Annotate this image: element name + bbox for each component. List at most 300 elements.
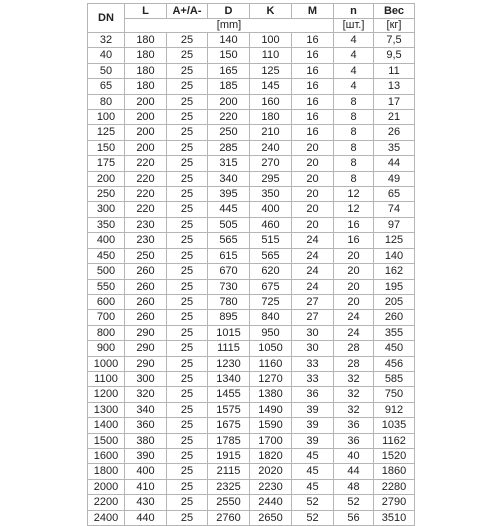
cell-n: 8 bbox=[334, 125, 374, 140]
cell-n: 4 bbox=[334, 63, 374, 78]
cell-n: 36 bbox=[334, 418, 374, 433]
cell-weight: 3510 bbox=[374, 510, 415, 525]
cell-k: 400 bbox=[250, 202, 292, 217]
cell-d: 1015 bbox=[208, 325, 250, 340]
cell-a: 25 bbox=[167, 94, 208, 109]
table-row bbox=[88, 448, 415, 463]
cell-n: 36 bbox=[334, 433, 374, 448]
cell-m: 30 bbox=[292, 325, 334, 340]
cell-l: 230 bbox=[125, 217, 167, 232]
cell-dn: 250 bbox=[88, 187, 125, 202]
cell-dn: 200 bbox=[88, 171, 125, 186]
cell-n: 4 bbox=[334, 48, 374, 63]
cell-n: 20 bbox=[334, 279, 374, 294]
cell-a: 25 bbox=[167, 264, 208, 279]
cell-dn: 32 bbox=[88, 33, 125, 48]
table-row bbox=[88, 125, 415, 140]
cell-l: 220 bbox=[125, 187, 167, 202]
table-body bbox=[88, 33, 415, 526]
cell-m: 33 bbox=[292, 356, 334, 371]
cell-d: 285 bbox=[208, 140, 250, 155]
cell-l: 410 bbox=[125, 479, 167, 494]
cell-n: 8 bbox=[334, 110, 374, 125]
cell-n: 8 bbox=[334, 171, 374, 186]
cell-weight: 9,5 bbox=[374, 48, 415, 63]
cell-dn: 550 bbox=[88, 279, 125, 294]
cell-l: 390 bbox=[125, 448, 167, 463]
cell-n: 16 bbox=[334, 217, 374, 232]
cell-l: 260 bbox=[125, 264, 167, 279]
cell-d: 1675 bbox=[208, 418, 250, 433]
cell-dn: 80 bbox=[88, 94, 125, 109]
cell-d: 505 bbox=[208, 217, 250, 232]
header-a: A+/A- bbox=[167, 4, 208, 19]
cell-m: 16 bbox=[292, 125, 334, 140]
cell-l: 180 bbox=[125, 48, 167, 63]
cell-k: 1490 bbox=[250, 402, 292, 417]
table-row bbox=[88, 33, 415, 48]
cell-l: 260 bbox=[125, 279, 167, 294]
cell-a: 25 bbox=[167, 510, 208, 525]
cell-k: 725 bbox=[250, 294, 292, 309]
cell-m: 24 bbox=[292, 248, 334, 263]
cell-m: 16 bbox=[292, 110, 334, 125]
cell-dn: 1400 bbox=[88, 418, 125, 433]
table-row bbox=[88, 171, 415, 186]
cell-m: 27 bbox=[292, 294, 334, 309]
cell-n: 24 bbox=[334, 310, 374, 325]
cell-a: 25 bbox=[167, 233, 208, 248]
cell-weight: 7,5 bbox=[374, 33, 415, 48]
table-row bbox=[88, 217, 415, 232]
cell-dn: 1100 bbox=[88, 371, 125, 386]
flange-spec-table-container bbox=[87, 3, 414, 526]
cell-k: 565 bbox=[250, 248, 292, 263]
cell-weight: 44 bbox=[374, 156, 415, 171]
cell-weight: 195 bbox=[374, 279, 415, 294]
cell-l: 220 bbox=[125, 202, 167, 217]
cell-m: 45 bbox=[292, 464, 334, 479]
cell-k: 460 bbox=[250, 217, 292, 232]
cell-k: 1270 bbox=[250, 371, 292, 386]
cell-dn: 2200 bbox=[88, 495, 125, 510]
cell-weight: 1520 bbox=[374, 448, 415, 463]
cell-n: 24 bbox=[334, 325, 374, 340]
cell-l: 260 bbox=[125, 310, 167, 325]
cell-weight: 13 bbox=[374, 79, 415, 94]
cell-dn: 150 bbox=[88, 140, 125, 155]
cell-k: 515 bbox=[250, 233, 292, 248]
cell-l: 290 bbox=[125, 341, 167, 356]
cell-k: 295 bbox=[250, 171, 292, 186]
cell-m: 20 bbox=[292, 156, 334, 171]
cell-weight: 65 bbox=[374, 187, 415, 202]
cell-a: 25 bbox=[167, 279, 208, 294]
cell-l: 180 bbox=[125, 33, 167, 48]
cell-l: 320 bbox=[125, 387, 167, 402]
cell-d: 220 bbox=[208, 110, 250, 125]
cell-m: 24 bbox=[292, 233, 334, 248]
cell-dn: 350 bbox=[88, 217, 125, 232]
cell-a: 25 bbox=[167, 171, 208, 186]
cell-l: 430 bbox=[125, 495, 167, 510]
cell-k: 2650 bbox=[250, 510, 292, 525]
cell-a: 25 bbox=[167, 371, 208, 386]
cell-m: 24 bbox=[292, 264, 334, 279]
cell-k: 240 bbox=[250, 140, 292, 155]
cell-weight: 260 bbox=[374, 310, 415, 325]
cell-weight: 1860 bbox=[374, 464, 415, 479]
table-row bbox=[88, 140, 415, 155]
cell-m: 20 bbox=[292, 140, 334, 155]
table-row bbox=[88, 110, 415, 125]
table-row bbox=[88, 202, 415, 217]
cell-weight: 49 bbox=[374, 171, 415, 186]
cell-k: 840 bbox=[250, 310, 292, 325]
header-d: D bbox=[208, 4, 250, 19]
cell-d: 1575 bbox=[208, 402, 250, 417]
table-row bbox=[88, 233, 415, 248]
table-row bbox=[88, 418, 415, 433]
cell-m: 20 bbox=[292, 171, 334, 186]
cell-weight: 21 bbox=[374, 110, 415, 125]
cell-d: 2550 bbox=[208, 495, 250, 510]
cell-l: 230 bbox=[125, 233, 167, 248]
cell-a: 25 bbox=[167, 125, 208, 140]
table-row bbox=[88, 495, 415, 510]
cell-n: 12 bbox=[334, 202, 374, 217]
cell-l: 290 bbox=[125, 325, 167, 340]
cell-d: 1455 bbox=[208, 387, 250, 402]
cell-l: 200 bbox=[125, 94, 167, 109]
header-k: K bbox=[250, 4, 292, 19]
cell-d: 730 bbox=[208, 279, 250, 294]
cell-a: 25 bbox=[167, 495, 208, 510]
table-row bbox=[88, 356, 415, 371]
cell-a: 25 bbox=[167, 310, 208, 325]
cell-dn: 40 bbox=[88, 48, 125, 63]
cell-dn: 2400 bbox=[88, 510, 125, 525]
table-row bbox=[88, 387, 415, 402]
cell-dn: 1200 bbox=[88, 387, 125, 402]
cell-m: 16 bbox=[292, 48, 334, 63]
header-dn: DN bbox=[88, 4, 125, 33]
table-row bbox=[88, 264, 415, 279]
cell-weight: 11 bbox=[374, 63, 415, 78]
cell-n: 4 bbox=[334, 33, 374, 48]
cell-a: 25 bbox=[167, 387, 208, 402]
table-row bbox=[88, 310, 415, 325]
cell-d: 2115 bbox=[208, 464, 250, 479]
cell-m: 16 bbox=[292, 63, 334, 78]
cell-d: 1115 bbox=[208, 341, 250, 356]
unit-count: [шт.] bbox=[334, 19, 374, 33]
cell-weight: 2280 bbox=[374, 479, 415, 494]
cell-a: 25 bbox=[167, 156, 208, 171]
cell-weight: 35 bbox=[374, 140, 415, 155]
cell-m: 16 bbox=[292, 94, 334, 109]
cell-k: 675 bbox=[250, 279, 292, 294]
cell-a: 25 bbox=[167, 48, 208, 63]
cell-d: 895 bbox=[208, 310, 250, 325]
cell-n: 48 bbox=[334, 479, 374, 494]
cell-n: 28 bbox=[334, 356, 374, 371]
header-n: n bbox=[334, 4, 374, 19]
table-row bbox=[88, 464, 415, 479]
cell-l: 220 bbox=[125, 156, 167, 171]
cell-dn: 175 bbox=[88, 156, 125, 171]
cell-k: 145 bbox=[250, 79, 292, 94]
cell-dn: 800 bbox=[88, 325, 125, 340]
unit-weight: [кг] bbox=[374, 19, 415, 33]
cell-d: 340 bbox=[208, 171, 250, 186]
cell-dn: 65 bbox=[88, 79, 125, 94]
cell-dn: 1500 bbox=[88, 433, 125, 448]
cell-a: 25 bbox=[167, 418, 208, 433]
cell-n: 28 bbox=[334, 341, 374, 356]
cell-a: 25 bbox=[167, 433, 208, 448]
cell-dn: 400 bbox=[88, 233, 125, 248]
cell-m: 20 bbox=[292, 217, 334, 232]
cell-n: 52 bbox=[334, 495, 374, 510]
cell-weight: 456 bbox=[374, 356, 415, 371]
cell-dn: 700 bbox=[88, 310, 125, 325]
cell-weight: 2790 bbox=[374, 495, 415, 510]
cell-n: 32 bbox=[334, 371, 374, 386]
cell-m: 39 bbox=[292, 418, 334, 433]
table-row bbox=[88, 433, 415, 448]
cell-dn: 1000 bbox=[88, 356, 125, 371]
cell-n: 32 bbox=[334, 402, 374, 417]
cell-dn: 100 bbox=[88, 110, 125, 125]
cell-m: 45 bbox=[292, 479, 334, 494]
cell-k: 110 bbox=[250, 48, 292, 63]
cell-m: 45 bbox=[292, 448, 334, 463]
cell-m: 30 bbox=[292, 341, 334, 356]
cell-dn: 2000 bbox=[88, 479, 125, 494]
cell-m: 20 bbox=[292, 187, 334, 202]
cell-m: 20 bbox=[292, 202, 334, 217]
cell-k: 1590 bbox=[250, 418, 292, 433]
cell-k: 210 bbox=[250, 125, 292, 140]
cell-weight: 26 bbox=[374, 125, 415, 140]
cell-dn: 900 bbox=[88, 341, 125, 356]
cell-n: 8 bbox=[334, 156, 374, 171]
cell-l: 250 bbox=[125, 248, 167, 263]
cell-dn: 1600 bbox=[88, 448, 125, 463]
cell-l: 180 bbox=[125, 63, 167, 78]
cell-d: 140 bbox=[208, 33, 250, 48]
cell-d: 565 bbox=[208, 233, 250, 248]
table-row bbox=[88, 325, 415, 340]
cell-l: 220 bbox=[125, 171, 167, 186]
header-weight: Вес bbox=[374, 4, 415, 19]
cell-l: 200 bbox=[125, 140, 167, 155]
cell-m: 27 bbox=[292, 310, 334, 325]
cell-a: 25 bbox=[167, 479, 208, 494]
cell-n: 44 bbox=[334, 464, 374, 479]
cell-d: 445 bbox=[208, 202, 250, 217]
cell-l: 260 bbox=[125, 294, 167, 309]
cell-l: 440 bbox=[125, 510, 167, 525]
cell-a: 25 bbox=[167, 248, 208, 263]
cell-n: 32 bbox=[334, 387, 374, 402]
cell-d: 185 bbox=[208, 79, 250, 94]
cell-n: 16 bbox=[334, 233, 374, 248]
cell-d: 150 bbox=[208, 48, 250, 63]
cell-weight: 125 bbox=[374, 233, 415, 248]
unit-dimensions: [mm] bbox=[125, 19, 334, 33]
cell-weight: 355 bbox=[374, 325, 415, 340]
header-m: M bbox=[292, 4, 334, 19]
cell-m: 52 bbox=[292, 495, 334, 510]
flange-spec-table bbox=[87, 3, 415, 526]
table-row bbox=[88, 279, 415, 294]
cell-a: 25 bbox=[167, 110, 208, 125]
cell-m: 33 bbox=[292, 371, 334, 386]
table-row bbox=[88, 79, 415, 94]
cell-k: 125 bbox=[250, 63, 292, 78]
cell-d: 615 bbox=[208, 248, 250, 263]
cell-n: 20 bbox=[334, 264, 374, 279]
cell-a: 25 bbox=[167, 33, 208, 48]
cell-dn: 1800 bbox=[88, 464, 125, 479]
cell-k: 350 bbox=[250, 187, 292, 202]
cell-a: 25 bbox=[167, 464, 208, 479]
cell-m: 52 bbox=[292, 510, 334, 525]
cell-m: 39 bbox=[292, 402, 334, 417]
table-row bbox=[88, 371, 415, 386]
cell-m: 16 bbox=[292, 79, 334, 94]
cell-weight: 97 bbox=[374, 217, 415, 232]
cell-a: 25 bbox=[167, 140, 208, 155]
cell-weight: 205 bbox=[374, 294, 415, 309]
cell-l: 180 bbox=[125, 79, 167, 94]
table-row bbox=[88, 94, 415, 109]
cell-a: 25 bbox=[167, 356, 208, 371]
table-row bbox=[88, 156, 415, 171]
cell-m: 36 bbox=[292, 387, 334, 402]
cell-k: 2230 bbox=[250, 479, 292, 494]
cell-n: 8 bbox=[334, 140, 374, 155]
cell-d: 2760 bbox=[208, 510, 250, 525]
cell-a: 25 bbox=[167, 187, 208, 202]
cell-d: 250 bbox=[208, 125, 250, 140]
cell-l: 400 bbox=[125, 464, 167, 479]
table-row bbox=[88, 294, 415, 309]
cell-d: 2325 bbox=[208, 479, 250, 494]
cell-a: 25 bbox=[167, 63, 208, 78]
cell-weight: 140 bbox=[374, 248, 415, 263]
cell-l: 200 bbox=[125, 110, 167, 125]
cell-weight: 912 bbox=[374, 402, 415, 417]
cell-n: 40 bbox=[334, 448, 374, 463]
cell-k: 2440 bbox=[250, 495, 292, 510]
cell-d: 1915 bbox=[208, 448, 250, 463]
cell-k: 620 bbox=[250, 264, 292, 279]
table-row bbox=[88, 48, 415, 63]
cell-d: 780 bbox=[208, 294, 250, 309]
header-l: L bbox=[125, 4, 167, 19]
cell-weight: 74 bbox=[374, 202, 415, 217]
cell-k: 1820 bbox=[250, 448, 292, 463]
cell-n: 12 bbox=[334, 187, 374, 202]
table-row bbox=[88, 248, 415, 263]
cell-weight: 450 bbox=[374, 341, 415, 356]
table-row bbox=[88, 63, 415, 78]
cell-dn: 500 bbox=[88, 264, 125, 279]
cell-n: 20 bbox=[334, 248, 374, 263]
cell-weight: 162 bbox=[374, 264, 415, 279]
cell-l: 360 bbox=[125, 418, 167, 433]
cell-a: 25 bbox=[167, 325, 208, 340]
cell-k: 950 bbox=[250, 325, 292, 340]
cell-k: 2020 bbox=[250, 464, 292, 479]
cell-d: 200 bbox=[208, 94, 250, 109]
cell-d: 315 bbox=[208, 156, 250, 171]
cell-n: 4 bbox=[334, 79, 374, 94]
table-row bbox=[88, 479, 415, 494]
cell-d: 1230 bbox=[208, 356, 250, 371]
cell-l: 340 bbox=[125, 402, 167, 417]
cell-weight: 585 bbox=[374, 371, 415, 386]
table-row bbox=[88, 341, 415, 356]
cell-l: 200 bbox=[125, 125, 167, 140]
cell-dn: 1300 bbox=[88, 402, 125, 417]
cell-d: 395 bbox=[208, 187, 250, 202]
cell-k: 180 bbox=[250, 110, 292, 125]
cell-a: 25 bbox=[167, 217, 208, 232]
cell-a: 25 bbox=[167, 402, 208, 417]
cell-dn: 125 bbox=[88, 125, 125, 140]
cell-a: 25 bbox=[167, 79, 208, 94]
cell-k: 1380 bbox=[250, 387, 292, 402]
cell-weight: 1035 bbox=[374, 418, 415, 433]
cell-a: 25 bbox=[167, 294, 208, 309]
cell-m: 16 bbox=[292, 33, 334, 48]
cell-l: 380 bbox=[125, 433, 167, 448]
cell-k: 160 bbox=[250, 94, 292, 109]
cell-a: 25 bbox=[167, 341, 208, 356]
units-row bbox=[88, 19, 415, 33]
cell-n: 56 bbox=[334, 510, 374, 525]
cell-dn: 600 bbox=[88, 294, 125, 309]
cell-weight: 1162 bbox=[374, 433, 415, 448]
cell-d: 670 bbox=[208, 264, 250, 279]
cell-d: 165 bbox=[208, 63, 250, 78]
cell-m: 24 bbox=[292, 279, 334, 294]
cell-a: 25 bbox=[167, 202, 208, 217]
cell-dn: 300 bbox=[88, 202, 125, 217]
cell-n: 8 bbox=[334, 94, 374, 109]
cell-k: 270 bbox=[250, 156, 292, 171]
table-row bbox=[88, 187, 415, 202]
cell-k: 1050 bbox=[250, 341, 292, 356]
cell-l: 290 bbox=[125, 356, 167, 371]
cell-k: 100 bbox=[250, 33, 292, 48]
table-row bbox=[88, 510, 415, 525]
cell-n: 20 bbox=[334, 294, 374, 309]
cell-weight: 750 bbox=[374, 387, 415, 402]
cell-k: 1700 bbox=[250, 433, 292, 448]
cell-k: 1160 bbox=[250, 356, 292, 371]
cell-l: 300 bbox=[125, 371, 167, 386]
cell-d: 1340 bbox=[208, 371, 250, 386]
table-row bbox=[88, 402, 415, 417]
cell-a: 25 bbox=[167, 448, 208, 463]
header-row bbox=[88, 4, 415, 19]
cell-weight: 17 bbox=[374, 94, 415, 109]
